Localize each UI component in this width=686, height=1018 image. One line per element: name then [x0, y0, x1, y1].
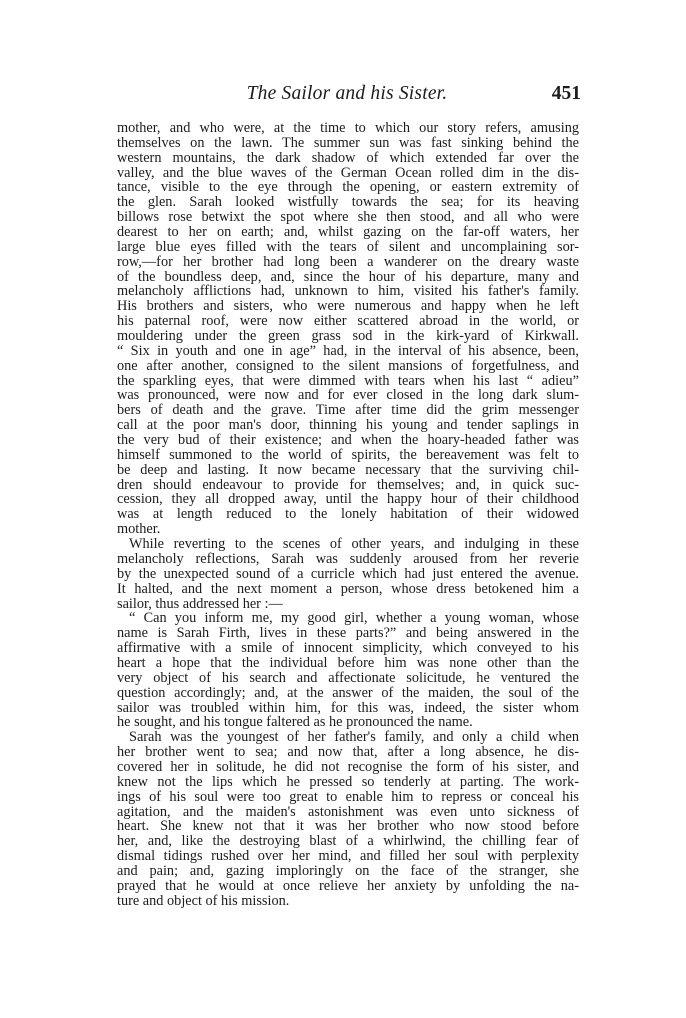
text-line: very object of his search and affectionate solicitude, he ventured the — [117, 669, 579, 686]
text-line: dismal tidings rushed over her mind, and filled her soul with perplexity — [117, 848, 579, 865]
text-line: himself summoned to the world of spirits, the bereavement was felt to — [117, 446, 579, 463]
body-text — [117, 121, 579, 909]
text-line: “ Can you inform me, my good girl, whether a young woman, whose — [129, 610, 579, 627]
text-line: tance, visible to the eye through the opening, or eastern extremity of — [117, 179, 579, 196]
paragraph — [117, 611, 579, 730]
text-line: sailor was troubled within him, for this was, indeed, the sister whom — [117, 699, 579, 716]
text-line: While reverting to the scenes of other years, and indulging in these — [129, 536, 579, 553]
text-line: cession, they all dropped away, until the happy hour of their childhood — [117, 491, 579, 508]
text-line: large blue eyes filled with the tears of silent and uncomplaining sor- — [117, 238, 579, 255]
text-line: covered her in solitude, he did not recognise the form of his sister, and — [117, 758, 579, 775]
text-line: heart. She knew not that it was her brother who now stood before — [117, 818, 579, 835]
text-line: affirmative with a smile of innocent simplicity, which conveyed to his — [117, 640, 579, 657]
page-number: 451 — [551, 83, 581, 104]
text-line: mother, and who were, at the time to which our story refers, amusing — [117, 120, 579, 136]
text-line: dearest to her on earth; and, whilst gazing on the far-off waters, her — [117, 224, 579, 241]
text-line: be deep and lasting. It now became necessary that the surviving chil- — [117, 461, 579, 478]
text-line: and pain; and, gazing imploringly on the face of the stranger, she — [117, 862, 579, 879]
text-line: the glen. Sarah looked wistfully towards the sea; for its heaving — [117, 194, 579, 211]
text-line: of the boundless deep, and, since the hour of his departure, many and — [117, 268, 579, 285]
text-line: ture and object of his mission. — [117, 892, 290, 909]
text-line: prayed that he would at once relieve her anxiety by unfolding the na- — [117, 877, 579, 894]
text-line: mother. — [117, 521, 161, 538]
text-line: by the unexpected sound of a curricle which had just entered the avenue. — [117, 565, 579, 582]
text-line: the very bud of their existence; and when the hoary-headed father was — [117, 432, 579, 449]
text-line: ings of his soul were too great to enable him to repress or conceal his — [117, 788, 579, 805]
text-line: question accordingly; and, at the answer of the maiden, the soul of the — [117, 684, 579, 701]
text-line: sailor, thus addressed her :— — [117, 595, 283, 612]
text-line: His brothers and sisters, who were numerous and happy when he left — [117, 298, 579, 315]
text-line: western mountains, the dark shadow of which extended far over the — [117, 149, 579, 166]
paragraph — [117, 730, 579, 908]
paragraph — [117, 537, 579, 611]
text-line: knew not the lips which he pressed so tenderly at parting. The work- — [117, 773, 579, 790]
text-line: her brother went to sea; and now that, after a long absence, he dis- — [117, 744, 579, 761]
text-line: name is Sarah Firth, lives in these parts?” and being answered in the — [117, 625, 579, 642]
text-line: her, and, like the destroying blast of a whirlwind, the chilling fear of — [117, 833, 579, 850]
text-line: row,—for her brother had long been a wanderer on the dreary waste — [117, 253, 579, 270]
text-line: his paternal roof, were now either scattered abroad in the world, or — [117, 313, 579, 330]
text-line: dren should endeavour to provide for themselves; and, in quick suc- — [117, 476, 579, 493]
text-line: melancholy reflections, Sarah was suddenly aroused from her reverie — [117, 550, 579, 567]
text-line: Sarah was the youngest of her father's family, and only a child when — [129, 729, 579, 746]
text-line: billows rose betwixt the spot where she then stood, and all who were — [117, 209, 579, 226]
text-line: one after another, consigned to the silent mansions of forgetfulness, and — [117, 357, 579, 374]
running-title: The Sailor and his Sister. — [246, 83, 448, 104]
text-line: mouldering under the green grass sod in the kirk-yard of Kirkwall. — [117, 328, 579, 345]
text-line: he sought, and his tongue faltered as he pronounced the name. — [117, 714, 473, 731]
text-line: bers of death and the grave. Time after time did the grim messenger — [117, 402, 579, 419]
paragraph — [117, 121, 579, 537]
text-line: was pronounced, were now and for ever closed in the long dark slum- — [117, 387, 579, 404]
text-line: was at length reduced to the lonely habitation of their widowed — [117, 506, 579, 523]
text-line: agitation, and the maiden's astonishment was even unto sickness of — [117, 803, 579, 820]
text-line: melancholy afflictions had, unknown to him, visited his father's family. — [117, 283, 579, 300]
running-head — [113, 83, 581, 109]
text-line: the sparkling eyes, that were dimmed with tears when his last “ adieu” — [117, 372, 579, 389]
text-line: valley, and the blue waves of the German Ocean rolled dim in the dis- — [117, 164, 579, 181]
text-line: themselves on the lawn. The summer sun was fast sinking behind the — [117, 134, 579, 151]
text-line: It halted, and the next moment a person, whose dress betokened him a — [117, 580, 579, 597]
text-line: heart a hope that the individual before him was none other than the — [117, 654, 579, 671]
text-line: call at the poor man's door, thinning his young and tender saplings in — [117, 417, 579, 434]
text-line: “ Six in youth and one in age” had, in the interval of his absence, been, — [117, 342, 579, 359]
